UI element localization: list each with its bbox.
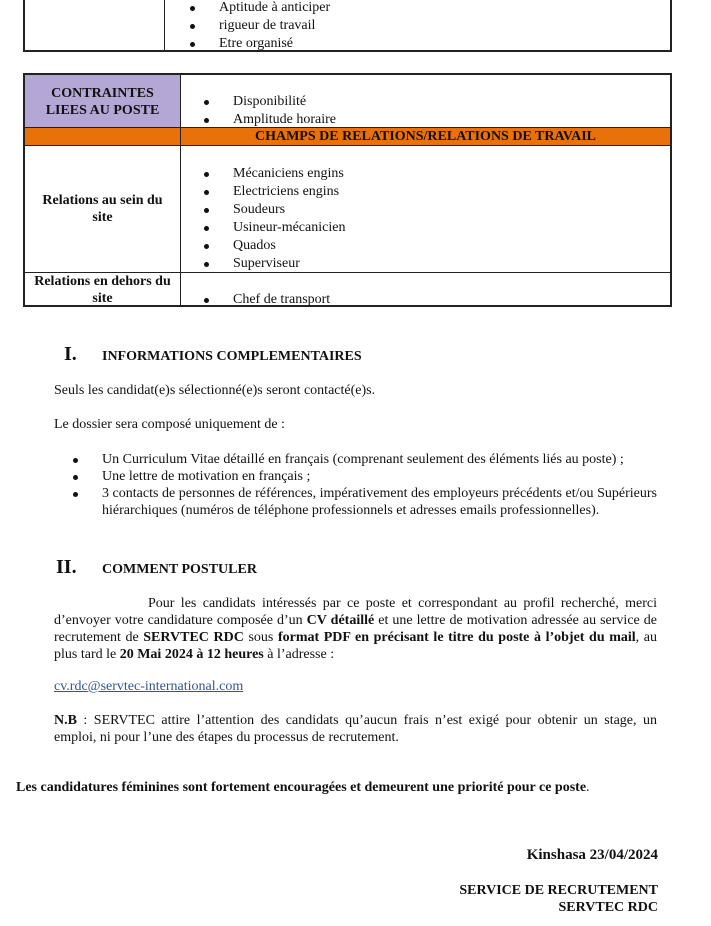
section-heading-postuler <box>56 556 257 579</box>
diversity-note: Les candidatures féminines sont fortement encouragées et demeurent une priorité pour ce poste. <box>16 780 590 795</box>
internal-relations-label-cell <box>25 146 180 272</box>
section-number: II. <box>56 556 77 578</box>
signature-company: SERVTEC RDC <box>558 900 658 915</box>
list-item: Disponibilité <box>233 93 336 111</box>
list-item: Quados <box>233 237 345 255</box>
column-divider <box>180 75 181 305</box>
list-item: Superviseur <box>233 255 345 273</box>
row-divider <box>25 145 670 146</box>
list-item: rigueur de travail <box>219 17 330 35</box>
section-number: I. <box>64 343 77 365</box>
list-item: Soudeurs <box>233 201 345 219</box>
external-relations-label: Relations en dehors du site <box>34 274 171 306</box>
list-item: 3 contacts de personnes de références, impérativement des employeurs précédents et/ou Supérieurs hiérarchiques (numéros de téléphone professionnels et adresses emails professionnelles). <box>102 486 657 518</box>
signature-block <box>459 882 658 916</box>
list-item: Un Curriculum Vitae détaillé en français (comprenant seulement des éléments liés au poste) ; <box>102 451 657 468</box>
header-left-cell <box>25 128 180 145</box>
relations-header: CHAMPS DE RELATIONS/RELATIONS DE TRAVAIL <box>254 129 596 144</box>
internal-relations-list <box>233 165 345 273</box>
constraints-label-cell <box>25 75 180 128</box>
constraints-label: CONTRAINTES LIEES AU POSTE <box>45 85 160 118</box>
list-item: Chef de transport <box>233 292 331 307</box>
job-constraints-table <box>23 73 672 307</box>
format-emphasis: format PDF en précisant le titre du poste à l’objet du mail <box>277 630 636 645</box>
list-item: Etre organisé <box>219 35 330 53</box>
list-item: Amplitude horaire <box>233 112 337 127</box>
dossier-intro: Le dossier sera composé uniquement de : <box>54 417 285 432</box>
cv-emphasis: CV détaillé <box>306 613 375 628</box>
place-date: Kinshasa 23/04/2024 <box>526 847 658 863</box>
section-title: INFORMATIONS COMPLEMENTAIRES <box>102 349 362 364</box>
apply-instructions: Pour les candidats intéressés par ce poste et correspondant au profil recherché, merci d’envoyer votre candidature composée d’un CV détaillé et une lettre de motivation adressée au service de recrutement de SERVTEC RDC sous format PDF en précisant le titre du poste à l’objet du mail, au plus tard le 20 Mai 2024 à 12 heures à l’adresse : <box>54 596 658 662</box>
section-heading-informations <box>64 343 362 366</box>
row-divider <box>25 127 670 128</box>
application-email-paragraph <box>54 678 243 695</box>
nb-notice: N.B : SERVTEC attire l’attention des candidats qu’aucun frais n’est exigé pour obtenir un stage, un emploi, ni pour l’une des étapes du processus de recrutement. <box>54 713 657 745</box>
list-item: Usineur-mécanicien <box>233 220 346 235</box>
skills-table-fragment <box>23 0 672 52</box>
constraints-list <box>233 93 336 129</box>
column-divider <box>164 0 165 50</box>
signature-service: SERVICE DE RECRUTEMENT <box>459 883 658 898</box>
company-emphasis: SERVTEC RDC <box>143 630 244 645</box>
row-divider <box>25 272 670 273</box>
dossier-list <box>102 451 657 519</box>
deadline-emphasis: 20 Mai 2024 à 12 heures <box>119 647 264 662</box>
skills-list <box>219 0 330 53</box>
application-email-link[interactable]: cv.rdc@servtec-international.com <box>54 679 244 694</box>
list-item: Aptitude à anticiper <box>219 0 331 15</box>
list-item: Mécaniciens engins <box>233 166 344 181</box>
selection-notice: Seuls les candidat(e)s sélectionné(e)s seront contacté(e)s. <box>54 383 376 398</box>
external-relations-list <box>233 291 330 309</box>
list-item: Electriciens engins <box>233 183 345 201</box>
list-item: Une lettre de motivation en français ; <box>102 468 657 485</box>
relations-header-cell <box>181 128 670 145</box>
section-title: COMMENT POSTULER <box>102 562 257 577</box>
external-relations-label-cell <box>25 273 180 307</box>
nb-label: N.B <box>54 713 77 728</box>
internal-relations-label: Relations au sein du site <box>42 193 163 225</box>
